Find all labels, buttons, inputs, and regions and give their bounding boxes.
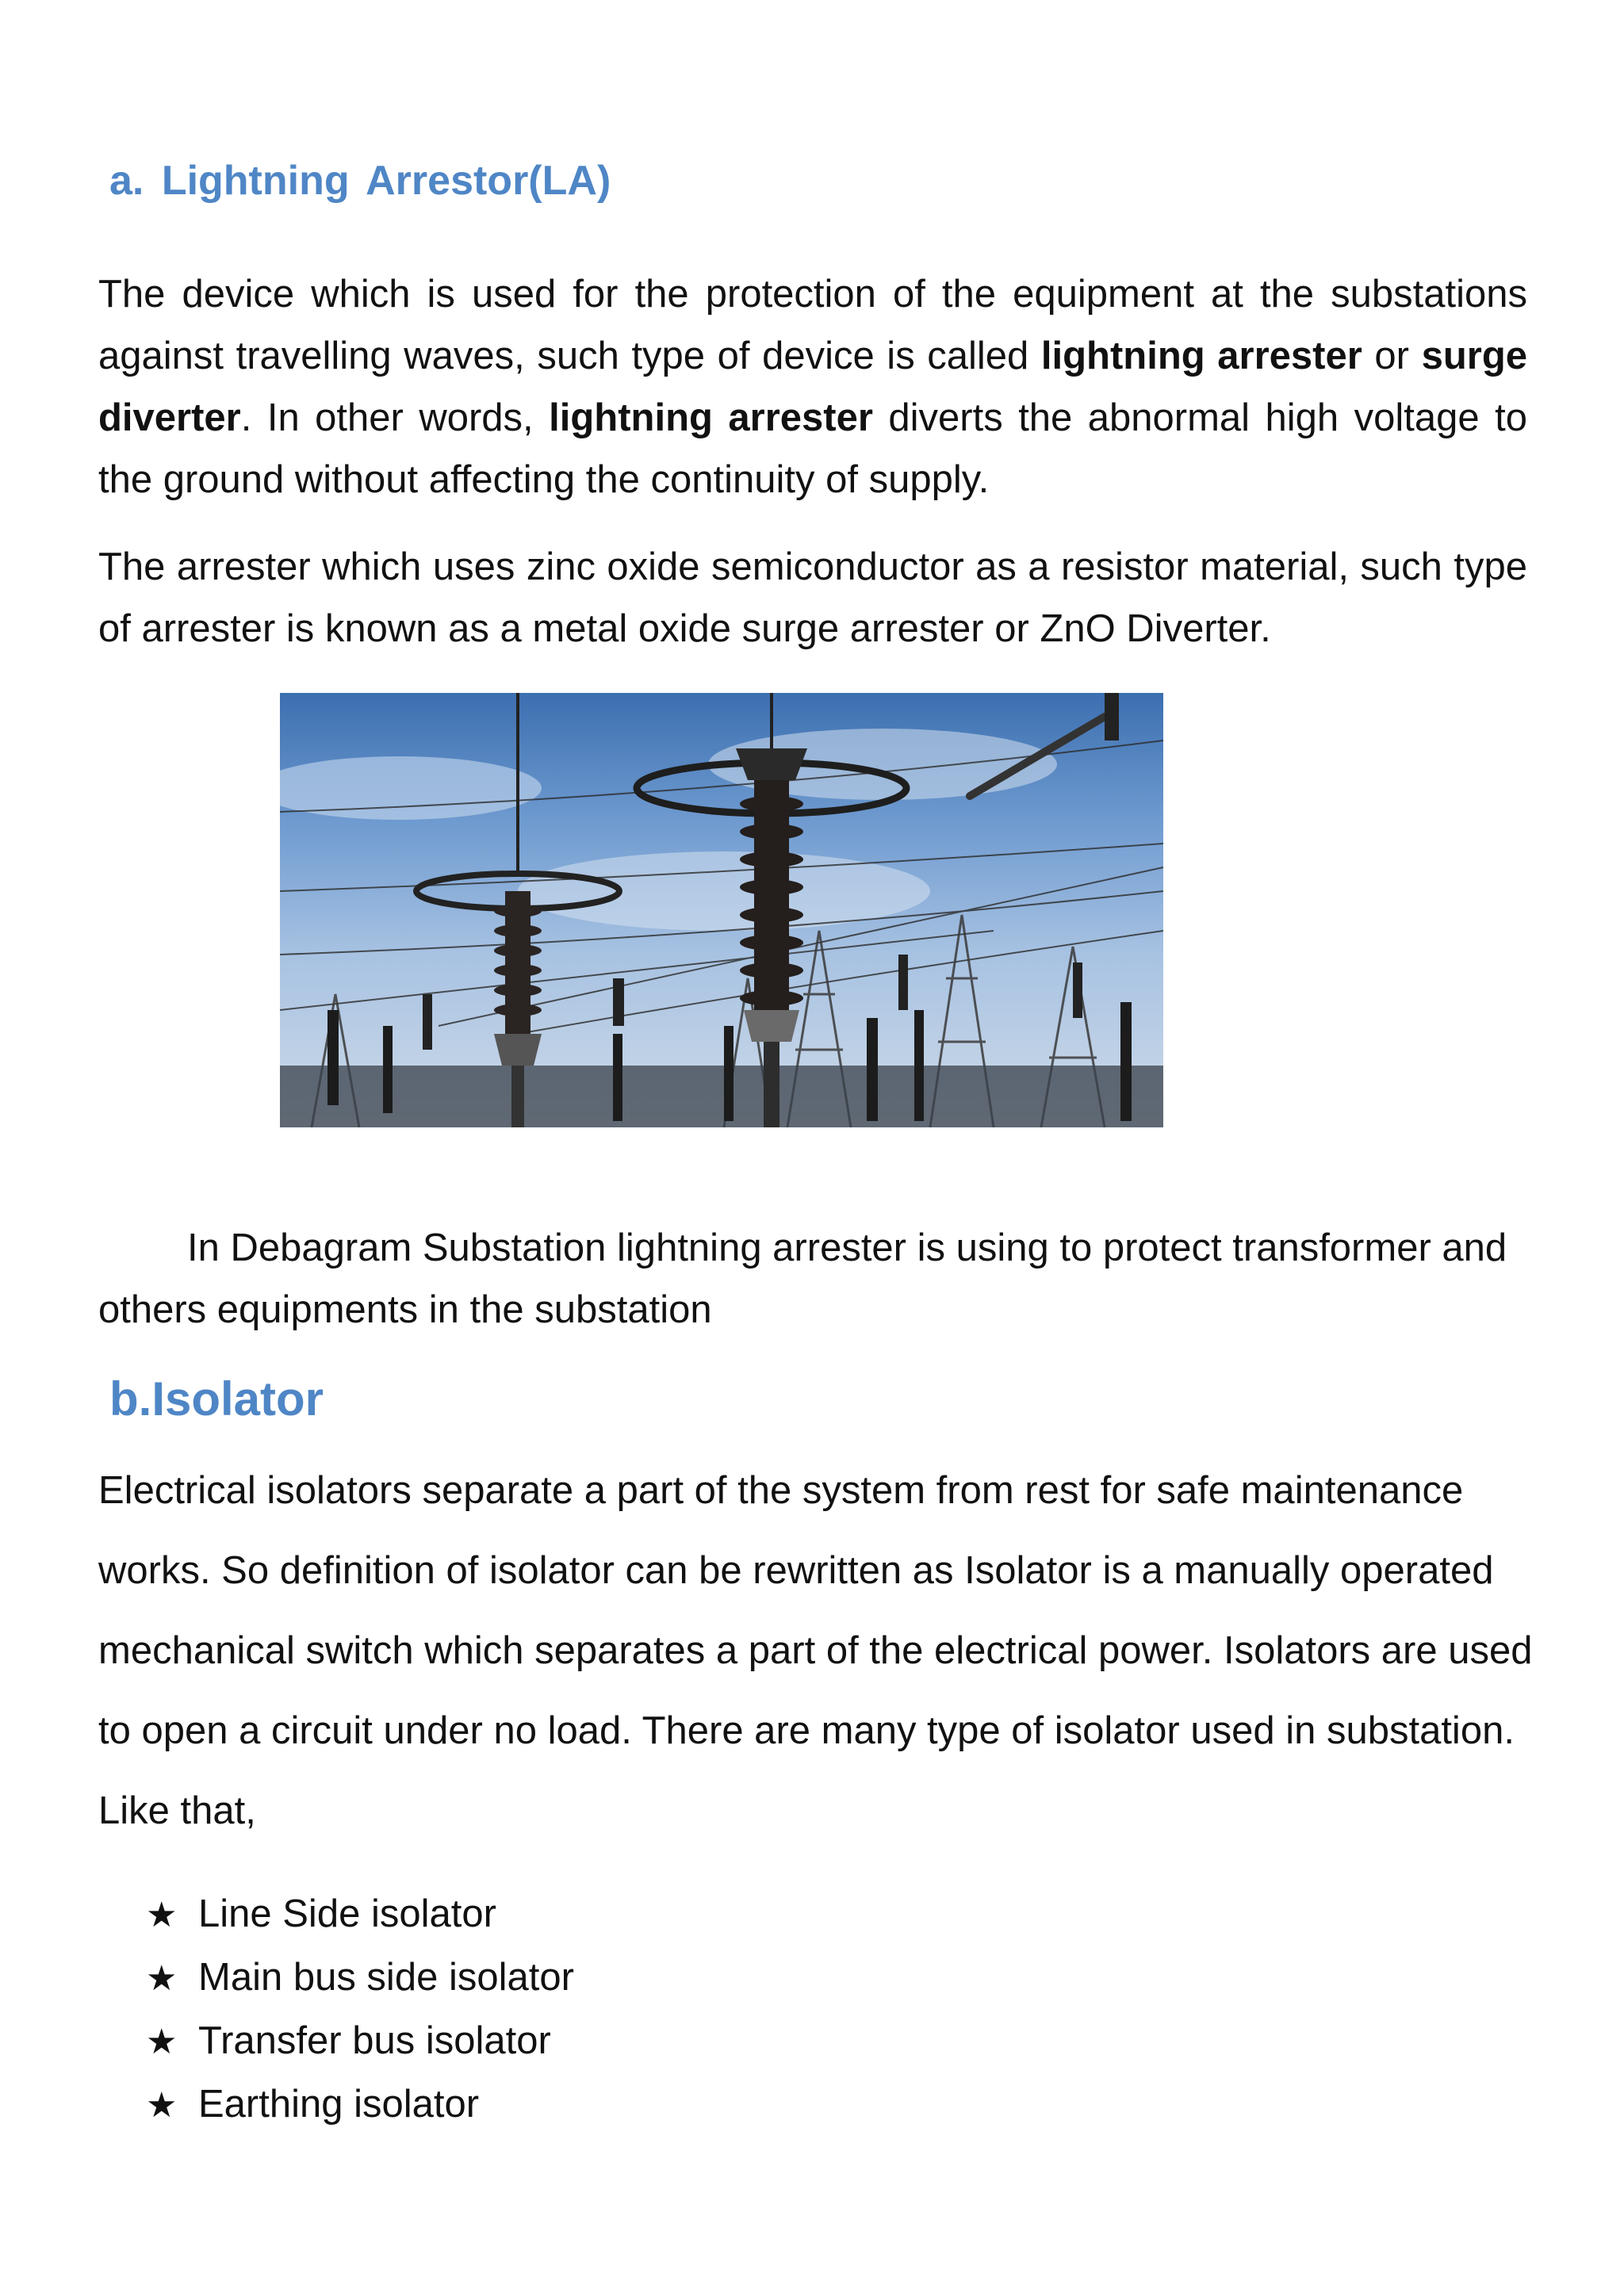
list-item-label: Transfer bus isolator (198, 2019, 551, 2062)
isolator-definition: Electrical isolators separate a part of the system from rest for safe maintenance works. So definition of isolator can be rewritten as Isolator is a manually operated mechanical switch which separates a part of the electrical power. Isolators are used to open a circuit under no load. There are many type of isolator used in substation. Like that, (98, 1469, 1533, 1832)
para-text: or (1362, 335, 1422, 377)
star-icon: ★ (146, 1958, 178, 1999)
list-item (146, 2073, 574, 2137)
list-item-label: Main bus side isolator (198, 1956, 574, 1999)
section-a-heading: a. Lightning Arrestor(LA) (109, 158, 611, 204)
lightning-arrester-photo (280, 693, 1163, 1127)
para-text: The device which is used for the protection of the equipment at the substations against travelling waves, such type of device is called (98, 273, 1527, 377)
para-text: . In other words, (240, 396, 550, 439)
star-icon: ★ (146, 2085, 178, 2126)
list-item-label: Earthing isolator (198, 2083, 480, 2126)
list-item-label: Line Side isolator (198, 1892, 496, 1935)
star-icon: ★ (146, 1895, 178, 1935)
isolator-types-list (146, 1883, 574, 2137)
lightning-arrester-definition (98, 263, 1527, 511)
debagram-substation-note: In Debagram Substation lightning arrester is using to protect transformer and others equipments in the substation (98, 1226, 1507, 1331)
section-b-heading: b.Isolator (109, 1372, 324, 1425)
list-item (146, 2010, 574, 2073)
para-text: diverts the abnormal high voltage to the ground without affecting the continuity of supply. (98, 396, 1527, 501)
bold-term: lightning arrester (1040, 335, 1362, 377)
list-item (146, 1946, 574, 2010)
bold-term: lightning arrester (549, 396, 873, 439)
zno-arrester-paragraph: The arrester which uses zinc oxide semiconductor as a resistor material, such type of arrester is known as a metal oxide surge arrester or ZnO Diverter. (98, 545, 1527, 650)
bold-term: surge diverter (98, 335, 1527, 439)
star-icon: ★ (146, 2022, 178, 2062)
list-item (146, 1883, 574, 1946)
